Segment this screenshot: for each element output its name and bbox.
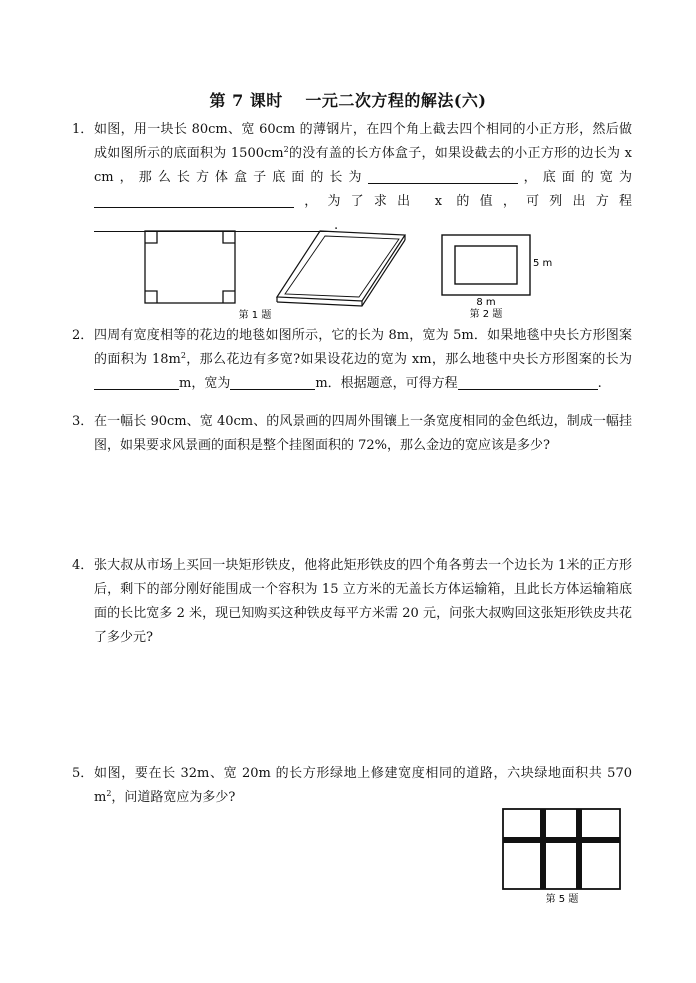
carpet-length-label: 8 m [476, 297, 496, 308]
question-text: . [597, 376, 602, 391]
question-text: 的没有盖的长方体盒子，如果设截去的小正方形的边长为 x cm，那么长方体盒子底面的长为 [94, 146, 632, 185]
superscript: 2 [180, 351, 186, 360]
corner-square [145, 231, 157, 243]
question-number: 5． [72, 766, 94, 781]
steel-sheet [145, 231, 235, 303]
box-outline [277, 231, 405, 301]
corner-square [223, 291, 235, 303]
question-number: 1． [72, 122, 94, 137]
answer-blank[interactable] [458, 375, 598, 390]
answer-blank[interactable] [94, 193, 294, 208]
question-text: ，那么花边有多宽?如果设花边的宽为 xm，那么地毯中央长方形图案的长为 [185, 352, 632, 367]
question-1 [72, 118, 632, 238]
box-inner [285, 236, 399, 297]
superscript: 2 [283, 145, 289, 154]
question-text: m，宽为 [179, 376, 231, 391]
question-text: 如图，要在长 32m、宽 20m 的长方形绿地上修建宽度相同的道路，六块绿地面积共 570 m [94, 766, 632, 805]
page-title: 第 7 课时 一元二次方程的解法(六) [209, 91, 487, 110]
question-3 [72, 410, 632, 458]
carpet-inner [455, 246, 517, 284]
question-4 [72, 554, 632, 650]
question-text: 四周有宽度相等的花边的地毯如图所示，它的长为 8m，宽为 5m．如果地毯中央长方形图案的面积为 18m [94, 328, 632, 367]
vertical-road [540, 809, 546, 889]
figure-1-caption: 第 1 题 [238, 310, 272, 320]
green-land [503, 809, 620, 889]
question-2 [72, 324, 632, 396]
question-text: 如图，用一块长 80cm、宽 60cm 的薄钢片，在四个角上截去四个相同的小正方形，然后做成如图所示的底面积为 1500cm [94, 122, 632, 161]
question-text: ，问道路宽应为多少? [111, 790, 236, 805]
corner-square [145, 291, 157, 303]
answer-blank[interactable] [230, 375, 315, 390]
vertical-road [576, 809, 582, 889]
figure-2-caption: 第 2 题 [469, 309, 503, 320]
corner-square [223, 231, 235, 243]
question-text: 在一幅长 90cm、宽 40cm、的风景画的四周外围镶上一条宽度相同的金色纸边，制成一幅挂图，如果要求风景画的面积是整个挂图面积的 72%，那么金边的宽应该是多少? [94, 414, 632, 453]
question-text: ，为了求出 x 的值，可列出方程 [294, 194, 632, 209]
question-5 [72, 762, 632, 810]
horizontal-road [503, 837, 620, 843]
question-number: 4． [72, 558, 94, 573]
answer-blank[interactable] [368, 169, 518, 184]
question-number: 2． [72, 328, 94, 343]
answer-blank[interactable] [94, 375, 179, 390]
question-text: m．根据题意，可得方程 [315, 376, 458, 391]
figure-5 [500, 806, 625, 906]
superscript: 2 [106, 789, 112, 798]
question-text: . [334, 218, 339, 233]
carpet-width-label: 5 m [533, 258, 553, 269]
question-text: 张大叔从市场上买回一块矩形铁皮，他将此矩形铁皮的四个角各剪去一个边长为 1米的正方形后，剩下的部分刚好能围成一个容积为 15 立方米的无盖长方体运输箱，且此长方体运输箱底面的长比宽多 2 米，现已知购买这种铁皮每平方米需 20 元，问张大叔购回这张矩形铁皮共花了多少元? [94, 558, 632, 645]
question-number: 3． [72, 414, 94, 429]
figure-5-caption: 第 5 题 [545, 894, 579, 905]
question-text: ，底面的宽为 [517, 170, 632, 185]
figure-1-2 [140, 225, 580, 320]
